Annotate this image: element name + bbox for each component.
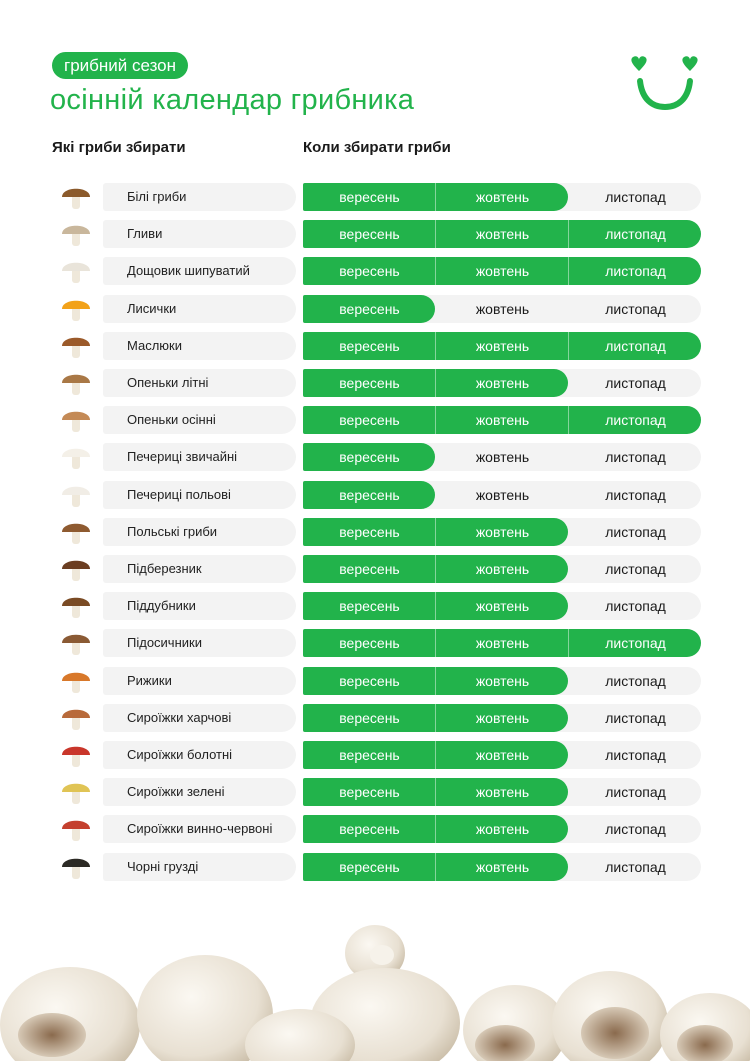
page-title: осінній календар грибника: [50, 84, 415, 116]
oak-bolete-icon: [58, 588, 94, 624]
mushroom-name: Гливи: [103, 220, 296, 248]
month-label: листопад: [605, 821, 666, 838]
mushroom-name: Сироїжки зелені: [103, 778, 296, 806]
russula-green-icon: [58, 774, 94, 810]
mushroom-name: Білі гриби: [103, 183, 296, 211]
month-label: вересень: [339, 709, 400, 726]
russula-marsh-icon: [58, 737, 94, 773]
calendar-row: [0, 182, 750, 212]
month-label: вересень: [339, 561, 400, 577]
calendar-row: [0, 666, 750, 696]
calendar-row: [0, 628, 750, 658]
russula-edible-icon: [58, 700, 94, 736]
month-label: жовтень: [475, 598, 530, 615]
month-label: жовтень: [475, 635, 530, 652]
column-header-when: Коли збирати гриби: [303, 139, 451, 156]
calendar-row: [0, 852, 750, 882]
month-label: жовтень: [475, 300, 530, 317]
puffball-mushroom-icon: [58, 253, 94, 289]
month-label: жовтень: [475, 747, 530, 763]
calendar-row: [0, 777, 750, 807]
calendar-row: [0, 703, 750, 733]
month-label: листопад: [605, 523, 666, 540]
mushroom-name: Печериці звичайні: [103, 443, 296, 471]
mushroom-name: Опеньки осінні: [103, 406, 296, 434]
month-label: листопад: [605, 784, 666, 801]
column-header-mushrooms: Які гриби збирати: [52, 139, 186, 156]
month-label: жовтень: [475, 189, 530, 205]
calendar-row: [0, 294, 750, 324]
month-label: жовтень: [475, 412, 530, 429]
calendar-row: [0, 368, 750, 398]
month-label: вересень: [339, 337, 400, 354]
calendar-row: [0, 219, 750, 249]
month-label: вересень: [339, 598, 400, 615]
month-label: листопад: [605, 672, 666, 689]
month-label: жовтень: [475, 709, 530, 726]
champignon-icon: [58, 439, 94, 475]
mushroom-name: Підберезник: [103, 555, 296, 583]
summer-honey-mushroom-icon: [58, 365, 94, 401]
month-label: жовтень: [475, 375, 530, 391]
month-label: вересень: [339, 784, 400, 801]
porcini-mushroom-icon: [58, 179, 94, 215]
butter-mushroom-icon: [58, 328, 94, 364]
mushroom-name: Польські гриби: [103, 518, 296, 546]
month-label: листопад: [605, 375, 666, 391]
month-label: жовтень: [475, 226, 530, 243]
month-label: листопад: [605, 449, 666, 466]
month-label: вересень: [339, 858, 400, 875]
month-label: жовтень: [475, 561, 530, 577]
calendar-row: [0, 591, 750, 621]
month-label: жовтень: [475, 486, 530, 503]
mushroom-name: Чорні грузді: [103, 853, 296, 881]
month-label: листопад: [605, 598, 666, 615]
calendar-row: [0, 405, 750, 435]
chanterelle-mushroom-icon: [58, 291, 94, 327]
mushroom-name: Маслюки: [103, 332, 296, 360]
aspen-bolete-icon: [58, 625, 94, 661]
month-label: вересень: [339, 449, 400, 466]
smile-hearts-icon: [628, 55, 704, 111]
autumn-honey-mushroom-icon: [58, 402, 94, 438]
month-label: листопад: [605, 561, 666, 577]
calendar-row: [0, 740, 750, 770]
champignons-photo: [0, 905, 750, 1061]
month-label: вересень: [339, 412, 400, 429]
mushroom-name: Піддубники: [103, 592, 296, 620]
calendar-row: [0, 517, 750, 547]
mushroom-name: Сироїжки харчові: [103, 704, 296, 732]
month-label: листопад: [605, 337, 666, 354]
month-label: листопад: [605, 635, 666, 652]
month-label: листопад: [605, 747, 666, 763]
mushroom-name: Опеньки літні: [103, 369, 296, 397]
black-milk-cap-icon: [58, 849, 94, 885]
month-label: жовтень: [475, 821, 530, 838]
month-label: вересень: [339, 226, 400, 243]
month-label: вересень: [339, 523, 400, 540]
mushroom-name: Печериці польові: [103, 481, 296, 509]
month-label: листопад: [605, 300, 666, 317]
month-label: жовтень: [475, 523, 530, 540]
calendar-row: [0, 814, 750, 844]
field-champignon-icon: [58, 477, 94, 513]
month-label: жовтень: [475, 263, 530, 280]
mushroom-name: Підосичники: [103, 629, 296, 657]
month-label: вересень: [339, 263, 400, 280]
month-label: вересень: [339, 821, 400, 838]
calendar-row: [0, 554, 750, 584]
mushroom-name: Лисички: [103, 295, 296, 323]
month-label: вересень: [339, 635, 400, 652]
month-label: листопад: [605, 412, 666, 429]
calendar-row: [0, 256, 750, 286]
month-label: вересень: [339, 189, 400, 205]
month-label: листопад: [605, 226, 666, 243]
month-label: жовтень: [475, 449, 530, 466]
month-label: жовтень: [475, 858, 530, 875]
month-label: вересень: [339, 300, 400, 317]
bay-bolete-icon: [58, 514, 94, 550]
month-label: вересень: [339, 747, 400, 763]
month-label: жовтень: [475, 337, 530, 354]
mushroom-name: Сироїжки винно-червоні: [103, 815, 296, 843]
calendar-row: [0, 480, 750, 510]
saffron-milk-cap-icon: [58, 663, 94, 699]
season-badge: грибний сезон: [52, 52, 188, 79]
oyster-mushroom-icon: [58, 216, 94, 252]
month-label: жовтень: [475, 784, 530, 801]
month-label: листопад: [605, 263, 666, 280]
mushroom-name: Дощовик шипуватий: [103, 257, 296, 285]
russula-wine-red-icon: [58, 811, 94, 847]
month-label: листопад: [605, 858, 666, 875]
month-label: вересень: [339, 486, 400, 503]
month-label: листопад: [605, 709, 666, 726]
birch-bolete-icon: [58, 551, 94, 587]
mushroom-name: Сироїжки болотні: [103, 741, 296, 769]
calendar-row: [0, 331, 750, 361]
month-label: вересень: [339, 672, 400, 689]
calendar-row: [0, 442, 750, 472]
month-label: вересень: [339, 375, 400, 391]
mushroom-name: Рижики: [103, 667, 296, 695]
month-label: листопад: [605, 189, 666, 205]
month-label: листопад: [605, 486, 666, 503]
month-label: жовтень: [475, 672, 530, 689]
